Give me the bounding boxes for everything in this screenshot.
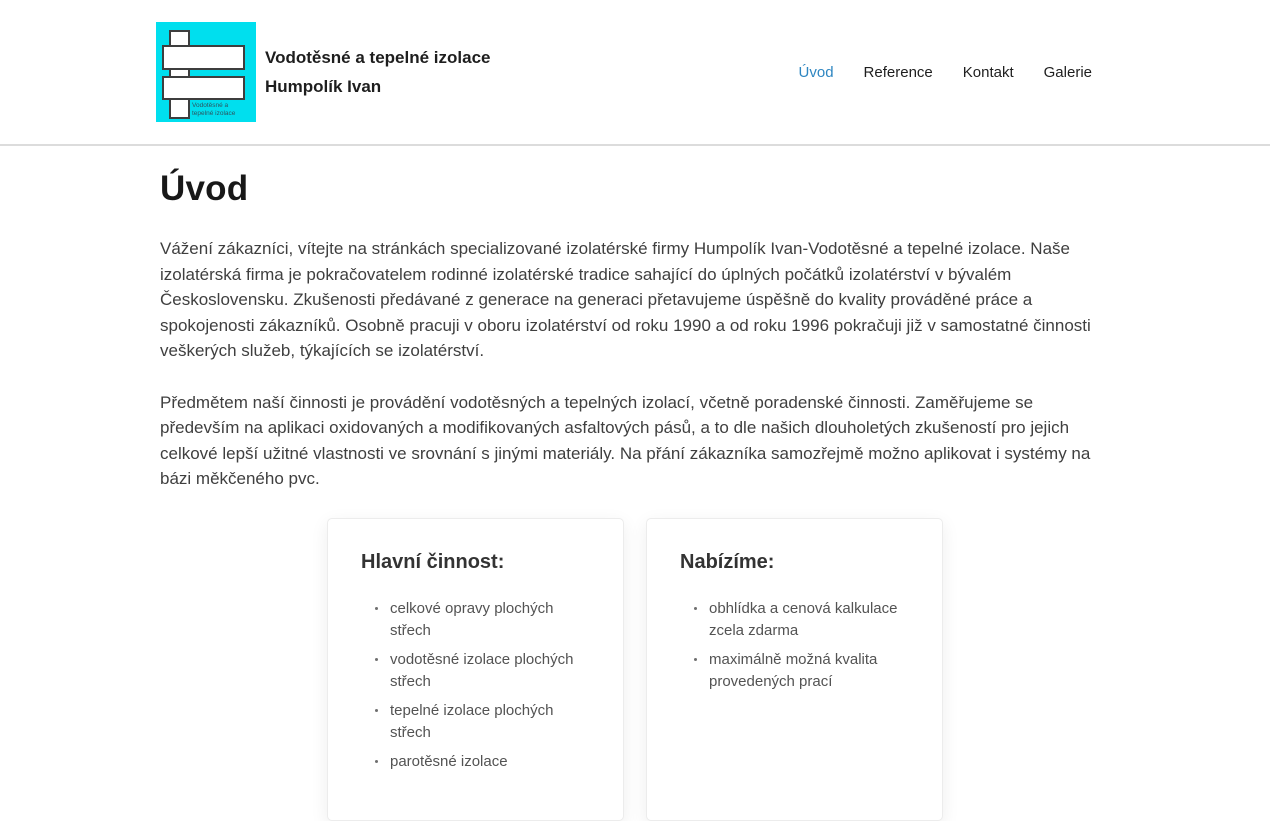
nav-item-galerie[interactable]: Galerie bbox=[1043, 63, 1092, 81]
site-title[interactable]: Vodotěsné a tepelné izolace bbox=[265, 48, 491, 67]
logo-vertical-bar bbox=[170, 31, 189, 118]
card-main-activity bbox=[327, 518, 624, 821]
info-cards bbox=[160, 518, 1110, 821]
logo-top-bar bbox=[163, 46, 244, 69]
page-title: Úvod bbox=[160, 169, 249, 208]
main-content bbox=[0, 146, 1270, 821]
nav-item-kontakt[interactable]: Kontakt bbox=[962, 63, 1014, 81]
main-navigation bbox=[799, 64, 1092, 81]
logo-text-line1: Vodotěsné a bbox=[192, 102, 229, 109]
card-offer bbox=[646, 518, 943, 821]
nav-item-reference[interactable]: Reference bbox=[863, 63, 933, 81]
list-item: parotěsné izolace bbox=[373, 751, 595, 773]
nav-item-uvod[interactable]: Úvod bbox=[798, 63, 834, 81]
list-item: tepelné izolace plochých střech bbox=[373, 700, 595, 744]
card-offer-title: Nabízíme: bbox=[680, 550, 775, 573]
logo-text-line2: tepelné izolace bbox=[192, 110, 236, 117]
intro-text bbox=[160, 236, 1110, 492]
site-titles bbox=[265, 49, 490, 95]
card-main-activity-list bbox=[361, 598, 595, 773]
intro-paragraph-2: Předmětem naší činnosti je provádění vodotěsných a tepelných izolací, včetně poradenské činnosti. Zaměřujeme se především na aplikaci oxidovaných a modifikovaných asfaltových pásů, a to dle našich dlouholetých zkušeností pro jejich celkové lepší užitné vlastnosti ve srovnání s jinými materiály. Na přání zákazníka samozřejmě možno aplikovat i systémy na bázi měkčeného pvc. bbox=[160, 392, 1091, 488]
intro-paragraph-1: Vážení zákazníci, vítejte na stránkách specializované izolatérské firmy Humpolík Ivan-Vodotěsné a tepelné izolace. Naše izolatérská firma je pokračovatelem rodinné izolatérské tradice sahající do úplných počátků izolatérství v bývalém Československu. Zkušenosti předávané z generace na generaci přetavujeme úspěšně do kvality prováděné práce a spokojenosti zákazníků. Osobně pracuji v oboru izolatérství od roku 1990 a od roku 1996 pokračuji již v samostatné činnosti veškerých služeb, týkajících se izolatérství. bbox=[160, 239, 1091, 360]
site-subtitle[interactable]: Humpolík Ivan bbox=[265, 77, 382, 96]
card-main-activity-title: Hlavní činnost: bbox=[361, 550, 505, 573]
company-logo-icon[interactable] bbox=[156, 22, 256, 122]
card-offer-list bbox=[680, 598, 914, 693]
list-item: maximálně možná kvalita provedených prací bbox=[692, 649, 914, 693]
list-item: vodotěsné izolace plochých střech bbox=[373, 649, 595, 693]
list-item: obhlídka a cenová kalkulace zcela zdarma bbox=[692, 598, 914, 642]
list-item: celkové opravy plochých střech bbox=[373, 598, 595, 642]
logo-bottom-bar bbox=[163, 77, 244, 99]
site-header bbox=[0, 0, 1270, 146]
site-branding[interactable] bbox=[156, 22, 490, 122]
